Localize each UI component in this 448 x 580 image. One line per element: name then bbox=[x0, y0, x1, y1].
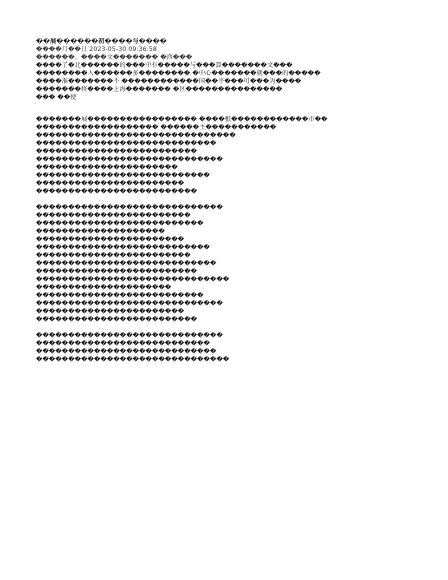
paragraph-1-line: ������������������������� bbox=[36, 188, 198, 195]
intro-line: ��������入������多�������� �中心�������就���的����� bbox=[36, 70, 321, 77]
paragraph-2-line: ����������������������� bbox=[36, 236, 185, 243]
paragraph-2-line: �������������������������� bbox=[36, 292, 204, 299]
paragraph-1-line: ���������������������������� bbox=[36, 140, 217, 147]
paragraph-2-line: �������������������� bbox=[36, 228, 165, 235]
paragraph-3-line: ������������������������������ bbox=[36, 356, 230, 363]
paragraph-3-line: ���������������������������� bbox=[36, 348, 217, 355]
paragraph-1-line: ���������������������� bbox=[36, 164, 178, 171]
document-author-line: ������、����文������� �西��� bbox=[36, 54, 193, 61]
paragraph-1-line: ����������������������� bbox=[36, 180, 185, 187]
paragraph-2-line: ������������������������ bbox=[36, 252, 191, 259]
paragraph-2-line: ����������������������� bbox=[36, 308, 185, 315]
paragraph-1-line: �������展����������������� ����根������������市�� bbox=[36, 116, 328, 123]
intro-line: ��� ��使 bbox=[36, 94, 77, 101]
paragraph-1-line: ��������������������������� bbox=[36, 172, 211, 179]
intro-line: �������将����上海������� �区��������������� bbox=[36, 86, 283, 93]
paragraph-2-line: ������������������������ bbox=[36, 212, 191, 219]
paragraph-2-line: ��������������������� bbox=[36, 284, 172, 291]
intro-line: ����了�北������的���中有�����与���算�������文��� bbox=[36, 62, 293, 69]
intro-line: ����准�������不 ������������国��平���可���为���� bbox=[36, 78, 302, 85]
paragraph-2-line: ������������������������� bbox=[36, 316, 198, 323]
paragraph-2-line: ���������������������������� bbox=[36, 260, 217, 267]
paragraph-3-line: ��������������������������� bbox=[36, 340, 211, 347]
paragraph-2-line: ������������������������� bbox=[36, 268, 198, 275]
document-meta-date: ����月��日 2023-05-30 09:36:58 bbox=[36, 46, 157, 53]
paragraph-1-line: ������������������������� bbox=[36, 148, 198, 155]
paragraph-2-line: ����������������������������� bbox=[36, 204, 223, 211]
paragraph-1-line: ������������������� ������主����������� bbox=[36, 124, 277, 131]
paragraph-2-line: �������������������������� bbox=[36, 220, 204, 227]
document-title: ��展������初����与���� bbox=[36, 38, 167, 45]
paragraph-2-line: ��������������������������� bbox=[36, 244, 211, 251]
paragraph-2-line: ������������������������������ bbox=[36, 276, 230, 283]
paragraph-3-line: ����������������������������� bbox=[36, 332, 223, 339]
paragraph-2-line: ����������������������������� bbox=[36, 300, 223, 307]
paragraph-1-line: ����������������������������� bbox=[36, 156, 223, 163]
paragraph-1-line: ������������������������������� bbox=[36, 132, 236, 139]
